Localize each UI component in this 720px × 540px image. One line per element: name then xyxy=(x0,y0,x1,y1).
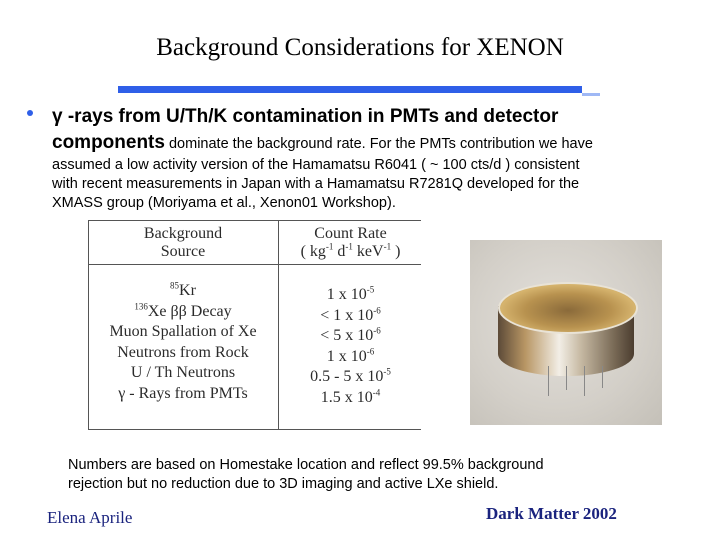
source-column xyxy=(88,282,278,402)
bullet-lead xyxy=(52,104,692,157)
header-rate-unit: ( $kg^{-1}$ $d^{-1}$ keV$^{-1}$ ) xyxy=(300,241,401,260)
table-cell-rate: 1 x $10^{-6}$ xyxy=(326,346,375,365)
pmt-pin xyxy=(584,366,585,396)
pmt-pin xyxy=(566,366,567,390)
table-cell-source: $^{85}$Kr xyxy=(170,280,196,299)
bullet-line: assumed a low activity version of the Hamamatsu R6041 ( ~ 100 cts/d ) consistent xyxy=(52,157,580,173)
table-rule xyxy=(278,220,279,430)
bullet-lead-rest: dominate the background rate. For the PMTs contribution we have xyxy=(164,136,593,152)
bullet-marker xyxy=(27,110,33,116)
header-source-line: Source xyxy=(160,243,206,260)
table-cell-rate: 0.5 - 5 x $10^{-5}$ xyxy=(310,366,391,385)
background-rate-table xyxy=(88,220,421,430)
table-cell-rate: 1 x $10^{-5}$ xyxy=(326,284,375,303)
table-cell-source: U / Th Neutrons xyxy=(130,364,236,381)
bullet-paragraph xyxy=(52,156,692,213)
footer-event: Dark Matter 2002 xyxy=(486,504,617,523)
header-source-line: Background xyxy=(143,225,223,242)
title-underline xyxy=(118,86,582,93)
bullet-lead-bold: components xyxy=(52,132,165,153)
footnote-line: rejection but no reduction due to 3D imaging and active LXe shield. xyxy=(68,476,499,492)
table-cell-rate: 1.5 x $10^{-4}$ xyxy=(320,387,381,406)
rate-column xyxy=(280,286,421,406)
header-rate-line: Count Rate xyxy=(314,225,387,242)
bullet-line: XMASS group (Moriyama et al., Xenon01 Workshop). xyxy=(52,195,396,211)
slide-title: Background Considerations for XENON xyxy=(156,34,564,61)
header-source xyxy=(88,225,278,261)
pmt-pin xyxy=(548,366,549,396)
footnote-line: Numbers are based on Homestake location and reflect 99.5% background xyxy=(68,457,544,473)
pmt-window xyxy=(498,282,638,334)
table-cell-source: Muon Spallation of Xe xyxy=(109,323,257,340)
footnote xyxy=(68,456,668,494)
header-rate xyxy=(280,225,421,261)
table-rule xyxy=(88,264,421,265)
footer-author: Elena Aprile xyxy=(47,508,133,527)
table-cell-source: γ - Rays from PMTs xyxy=(118,384,248,402)
pmt-pin xyxy=(602,366,603,388)
bullet-line: with recent measurements in Japan with a Hamamatsu R7281Q developed for the xyxy=(52,176,580,192)
pmt-photo xyxy=(470,240,662,425)
table-cell-rate: < 1 x $10^{-6}$ xyxy=(320,305,381,324)
title-underline-tail xyxy=(582,93,600,96)
table-cell-source: $^{136}$Xe ββ Decay xyxy=(134,301,232,320)
bullet-lead-line1: γ -rays from U/Th/K contamination in PMTs and detector xyxy=(52,106,559,127)
table-rule xyxy=(88,429,421,430)
bullet-lead-line2 xyxy=(52,130,692,157)
table-cell-rate: < 5 x $10^{-6}$ xyxy=(320,325,381,344)
table-rule xyxy=(88,220,421,221)
table-cell-source: Neutrons from Rock xyxy=(117,343,249,361)
